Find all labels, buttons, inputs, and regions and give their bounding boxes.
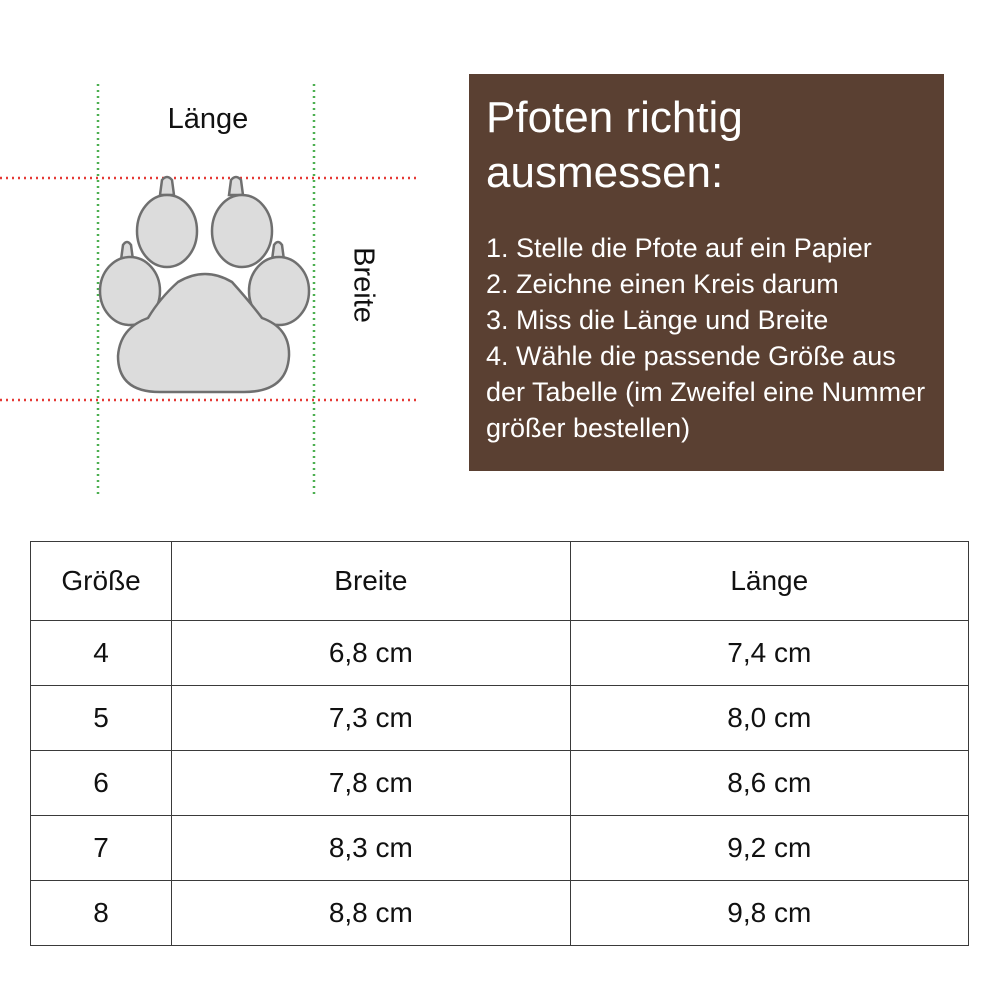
- length-label: Länge: [167, 103, 249, 135]
- paw-icon: [100, 177, 309, 392]
- table-header-row: [31, 542, 969, 621]
- instruction-step: 1. Stelle die Pfote auf ein Papier: [486, 233, 872, 263]
- instructions-box: [469, 74, 944, 471]
- cell-length: 8,0 cm: [570, 686, 968, 751]
- instruction-step: 4. Wähle die passende Größe aus der Tabelle (im Zweifel eine Nummer größer bestellen): [486, 341, 926, 443]
- table-row: [31, 881, 969, 946]
- cell-length: 9,2 cm: [570, 816, 968, 881]
- cell-size: 5: [31, 686, 172, 751]
- instruction-step: 2. Zeichne einen Kreis darum: [486, 269, 839, 299]
- cell-length: 7,4 cm: [570, 621, 968, 686]
- cell-length: 8,6 cm: [570, 751, 968, 816]
- header-length: Länge: [570, 542, 968, 621]
- instruction-step: 3. Miss die Länge und Breite: [486, 305, 829, 335]
- instructions-list: [486, 230, 934, 446]
- cell-size: 7: [31, 816, 172, 881]
- cell-length: 9,8 cm: [570, 881, 968, 946]
- cell-width: 7,8 cm: [172, 751, 570, 816]
- table-row: [31, 686, 969, 751]
- instructions-title: Pfoten richtig ausmessen:: [486, 93, 743, 197]
- table-row: [31, 816, 969, 881]
- table-row: [31, 751, 969, 816]
- cell-width: 8,3 cm: [172, 816, 570, 881]
- table-row: [31, 621, 969, 686]
- header-width: Breite: [172, 542, 570, 621]
- cell-width: 8,8 cm: [172, 881, 570, 946]
- cell-width: 6,8 cm: [172, 621, 570, 686]
- size-table: [30, 541, 969, 946]
- cell-size: 4: [31, 621, 172, 686]
- cell-size: 6: [31, 751, 172, 816]
- header-size: Größe: [31, 542, 172, 621]
- cell-width: 7,3 cm: [172, 686, 570, 751]
- cell-size: 8: [31, 881, 172, 946]
- width-label: Breite: [347, 247, 380, 323]
